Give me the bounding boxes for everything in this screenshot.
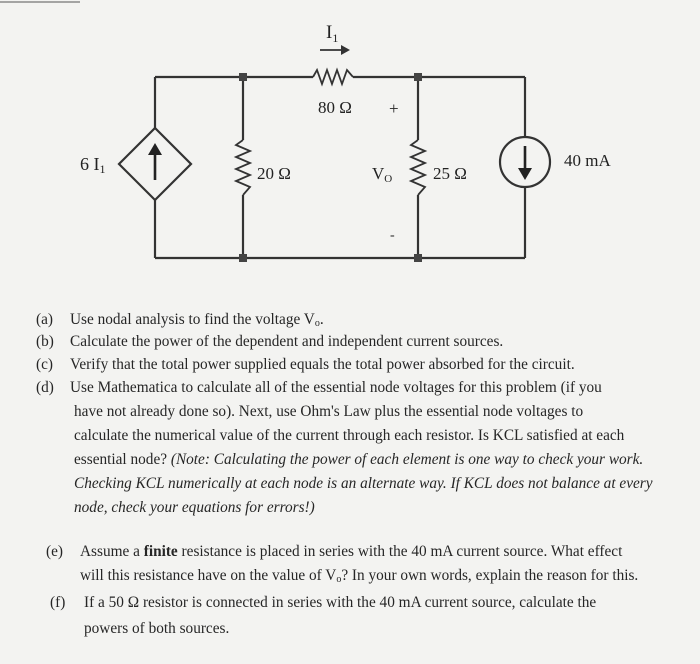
- question-d-line: essential node? (Note: Calculating the power of each element is one way to check your work.: [74, 451, 644, 468]
- question-label: (b): [36, 333, 54, 350]
- question-f-line: powers of both sources.: [84, 620, 230, 637]
- r20-label: 20 Ω: [257, 164, 291, 183]
- question-c-text: Verify that the total power supplied equals the total power absorbed for the circuit.: [70, 356, 575, 373]
- independent-current-source: [500, 137, 550, 187]
- question-d-line: Use Mathematica to calculate all of the essential node voltages for this problem (if you: [70, 379, 602, 396]
- question-e-line: Assume a finite resistance is placed in series with the 40 mA current source. What effect: [80, 543, 623, 560]
- dependent-current-source: [119, 128, 191, 200]
- question-list: [0, 300, 700, 664]
- question-d-line: node, check your equations for errors!): [74, 499, 315, 516]
- question-d-line: Checking KCL numerically at each node is an alternate way. If KCL does not balance at every: [74, 475, 653, 492]
- r80-label: 80 Ω: [318, 98, 352, 117]
- circuit-diagram: [0, 0, 700, 300]
- question-label: (e): [46, 543, 63, 560]
- minus-sign: -: [390, 228, 395, 243]
- question-b-text: Calculate the power of the dependent and independent current sources.: [70, 333, 504, 350]
- resistor-20: [236, 140, 250, 195]
- resistor-80: [313, 70, 353, 84]
- question-label: (f): [50, 594, 66, 611]
- vo-label: VO: [372, 164, 393, 185]
- question-e-line: will this resistance have on the value of $V_o$? In your own words, explain the reason for this.: [80, 567, 639, 585]
- dependent-source-label: 6 I1: [80, 154, 106, 176]
- source-40ma-label: 40 mA: [564, 151, 611, 170]
- question-f-line: If a 50 Ω resistor is connected in series with the 40 mA current source, calculate the: [84, 594, 597, 611]
- question-d-line: have not already done so). Next, use Ohm's Law plus the essential node voltages to: [74, 403, 584, 420]
- question-a-text: Use nodal analysis to find the voltage $V_o$.: [70, 311, 324, 329]
- question-d-line: calculate the numerical value of the current through each resistor. Is KCL satisfied at each: [74, 427, 625, 444]
- question-label: (d): [36, 379, 54, 396]
- resistor-25: [411, 140, 425, 195]
- question-label: (a): [36, 311, 53, 328]
- question-label: (c): [36, 356, 53, 373]
- r25-label: 25 Ω: [433, 164, 467, 183]
- current-label: $I_1$: [326, 22, 339, 45]
- plus-sign: +: [389, 99, 399, 118]
